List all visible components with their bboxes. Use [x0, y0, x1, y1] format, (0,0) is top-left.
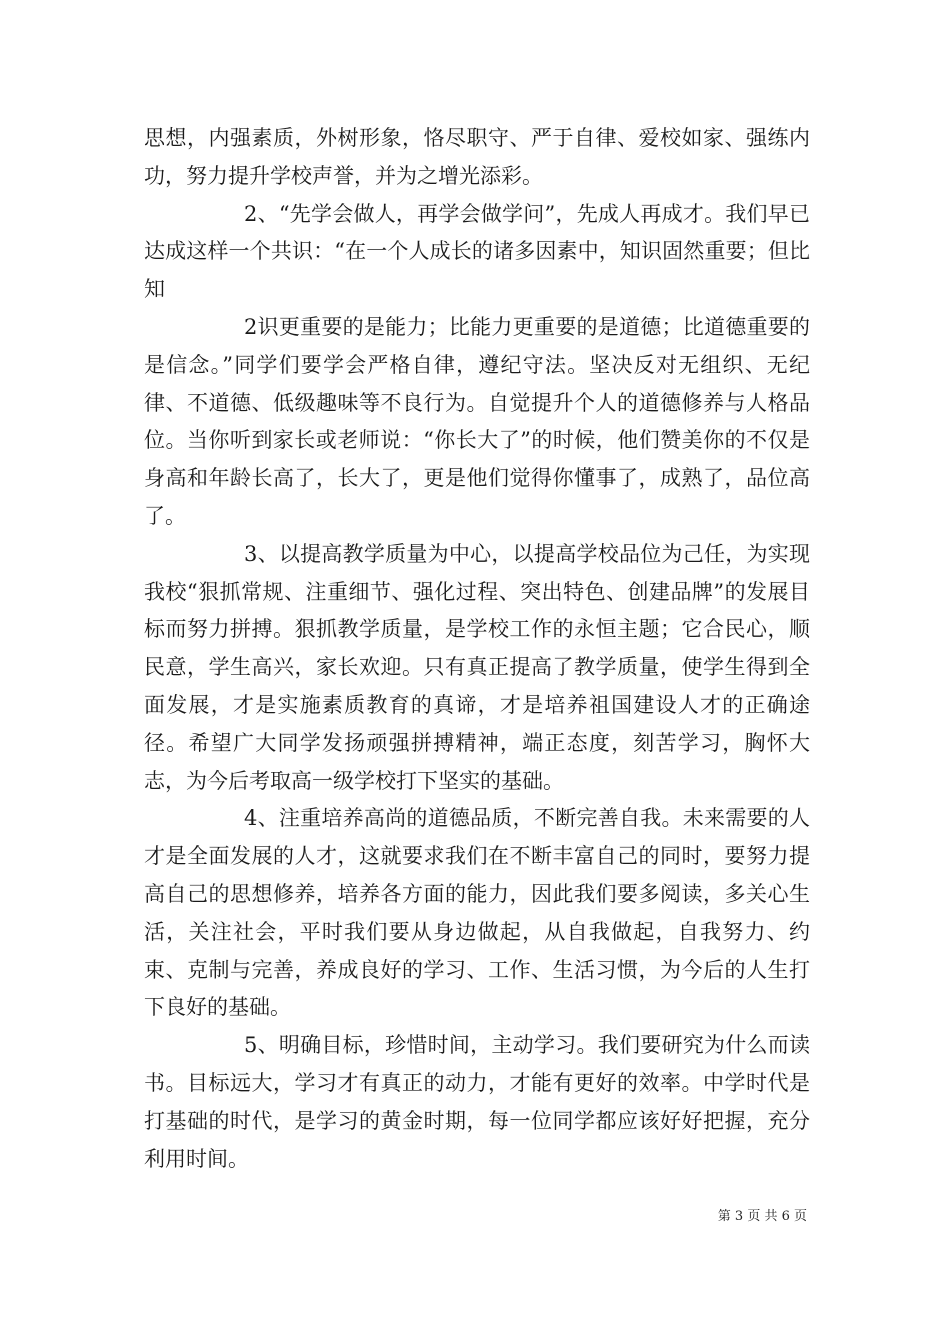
paragraph-4: 4、注重培养高尚的道德品质，不断完善自我。未来需要的人才是全面发展的人才，这就要求我们在不断丰富自己的同时，要努力提高自己的思想修养，培养各方面的能力，因此我们要多阅读，多关心生活，关注社会，平时我们要从身边做起，从自我做起，自我努力、约束、克制与完善，养成良好的学习、工作、生活习惯，为今后的人生打下良好的基础。	[144, 806, 810, 1020]
paragraph-2: 2、“先学会做人，再学会做学问”，先成人再成才。我们早已达成这样一个共识：“在一个人成长的诸多因素中，知识固然重要；但比知	[144, 201, 810, 302]
paragraph-5: 5、明确目标，珍惜时间，主动学习。我们要研究为什么而读书。目标远大，学习才有真正的动力，才能有更好的效率。中学时代是打基础的时代，是学习的黄金时期，每一位同学都应该好好把握，充分利用时间。	[144, 1033, 810, 1171]
paragraph-2-continued: 2识更重要的是能力；比能力更重要的是道德；比道德重要的是信念。”同学们要学会严格自律，遵纪守法。坚决反对无组织、无纪律、不道德、低级趣味等不良行为。自觉提升个人的道德修养与人格品位。当你听到家长或老师说：“你长大了”的时候，他们赞美你的不仅是身高和年龄长高了，长大了，更是他们觉得你懂事了，成熟了，品位高了。	[144, 314, 810, 528]
paragraph-continuation: 思想，内强素质，外树形象，恪尽职守、严于自律、爱校如家、强练内功，努力提升学校声誉，并为之增光添彩。	[144, 126, 810, 188]
body-text	[144, 120, 810, 1178]
page-number-footer: 第 3 页 共 6 页	[717, 1209, 807, 1224]
paragraph-3: 3、以提高教学质量为中心，以提高学校品位为己任，为实现我校“狠抓常规、注重细节、强化过程、突出特色、创建品牌”的发展目标而努力拼搏。狠抓教学质量，是学校工作的永恒主题；它合民心，顺民意，学生高兴，家长欢迎。只有真正提高了教学质量，使学生得到全面发展，才是实施素质教育的真谛，才是培养祖国建设人才的正确途径。希望广大同学发扬顽强拼搏精神，端正态度，刻苦学习，胸怀大志，为今后考取高一级学校打下坚实的基础。	[144, 541, 810, 793]
